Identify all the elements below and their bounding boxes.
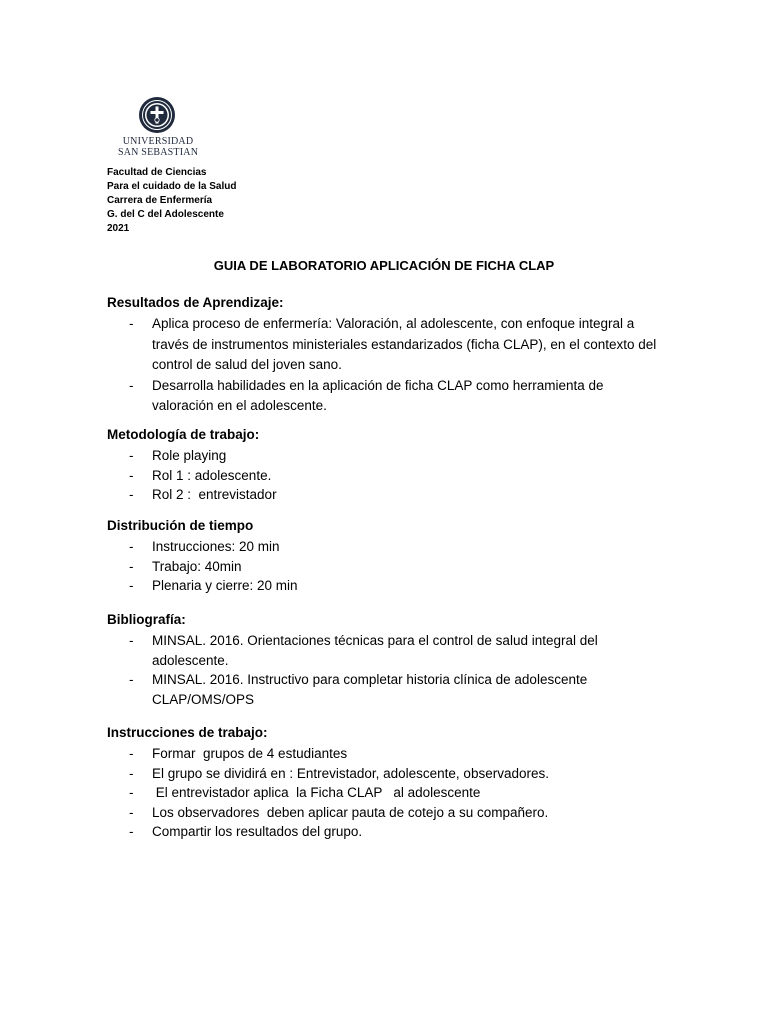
list-item: [107, 376, 667, 417]
list-item-text: Desarrolla habilidades en la aplicación de ficha CLAP como herramienta de valoración en el adolescente.: [152, 377, 608, 413]
faculty-line: G. del C del Adolescente: [107, 209, 224, 220]
list-item-text: Compartir los resultados del grupo.: [152, 824, 363, 839]
list-item-text: Rol 1 : adolescente.: [152, 467, 272, 483]
university-seal-icon: [138, 96, 176, 134]
list-item: [107, 446, 667, 466]
list-item: [107, 783, 667, 803]
list-item-text: Aplica proceso de enfermería: Valoración, al adolescente, con enfoque integral a través de instrumentos ministeriales estandarizados (ficha CLAP), en el contexto del control de salud del joven sano.: [152, 316, 661, 372]
list-item: [107, 822, 667, 842]
faculty-header: [107, 166, 237, 236]
list-item: [107, 670, 667, 709]
bullet-dash: -: [129, 558, 134, 574]
bullet-list: [107, 744, 667, 842]
list-item: [107, 764, 667, 784]
bullet-dash: -: [129, 467, 134, 483]
section-methodology: [107, 426, 667, 505]
bullet-list: [107, 631, 667, 709]
bullet-dash: -: [129, 316, 134, 331]
list-item-text: Trabajo: 40min: [152, 558, 242, 574]
section-heading: Resultados de Aprendizaje:: [107, 295, 284, 310]
list-item: [107, 314, 667, 376]
list-item: [107, 576, 667, 596]
section-heading: Instrucciones de trabajo:: [107, 725, 268, 740]
university-name-line1: UNIVERSIDAD: [122, 136, 194, 147]
bullet-dash: -: [129, 377, 134, 393]
faculty-line: 2021: [107, 223, 130, 234]
bullet-dash: -: [129, 824, 134, 839]
list-item: [107, 537, 667, 557]
list-item-text: Instrucciones: 20 min: [152, 539, 280, 554]
bullet-list: [107, 314, 667, 417]
bullet-dash: -: [129, 804, 134, 820]
faculty-line: Carrera de Enfermería: [107, 195, 213, 206]
bullet-list: [107, 537, 667, 596]
section-time-distribution: [107, 517, 667, 596]
list-item-text: El entrevistador aplica la Ficha CLAP al adolescente: [152, 785, 481, 800]
list-item: [107, 557, 667, 577]
list-item-text: Role playing: [152, 448, 227, 463]
list-item-text: Los observadores deben aplicar pauta de cotejo a su compañero.: [152, 804, 549, 820]
bullet-dash: -: [129, 487, 134, 502]
bullet-dash: -: [129, 746, 134, 761]
list-item-text: MINSAL. 2016. Orientaciones técnicas para el control de salud integral del adolescente.: [152, 633, 602, 668]
list-item: [107, 631, 667, 670]
section-bibliography: [107, 611, 667, 709]
university-logo: [118, 96, 198, 162]
bullet-dash: -: [129, 672, 134, 687]
list-item-text: Formar grupos de 4 estudiantes: [152, 746, 348, 761]
list-item-text: Plenaria y cierre: 20 min: [152, 578, 298, 593]
bullet-dash: -: [129, 578, 134, 593]
bullet-dash: -: [129, 765, 134, 781]
list-item-text: El grupo se dividirá en : Entrevistador, adolescente, observadores.: [152, 765, 549, 781]
bullet-dash: -: [129, 539, 134, 554]
bullet-dash: -: [129, 633, 134, 648]
faculty-line: Para el cuidado de la Salud: [107, 181, 237, 192]
list-item: [107, 744, 667, 764]
list-item-text: Rol 2 : entrevistador: [152, 487, 277, 502]
section-heading: Distribución de tiempo: [107, 518, 254, 533]
section-heading: Bibliografía:: [107, 612, 186, 627]
list-item: [107, 466, 667, 486]
bullet-dash: -: [129, 448, 134, 463]
list-item-text: MINSAL. 2016. Instructivo para completar historia clínica de adolescente CLAP/OMS/OPS: [152, 672, 591, 707]
bullet-list: [107, 446, 667, 505]
section-work-instructions: [107, 724, 667, 842]
list-item: [107, 485, 667, 505]
section-heading: Metodología de trabajo:: [107, 427, 260, 442]
list-item: [107, 803, 667, 823]
section-learning-outcomes: [107, 294, 667, 417]
document-title: GUIA DE LABORATORIO APLICACIÓN DE FICHA CLAP: [213, 258, 555, 273]
bullet-dash: -: [129, 785, 134, 800]
faculty-line: Facultad de Ciencias: [107, 167, 207, 178]
university-name-line2: SAN SEBASTIAN: [118, 147, 199, 158]
